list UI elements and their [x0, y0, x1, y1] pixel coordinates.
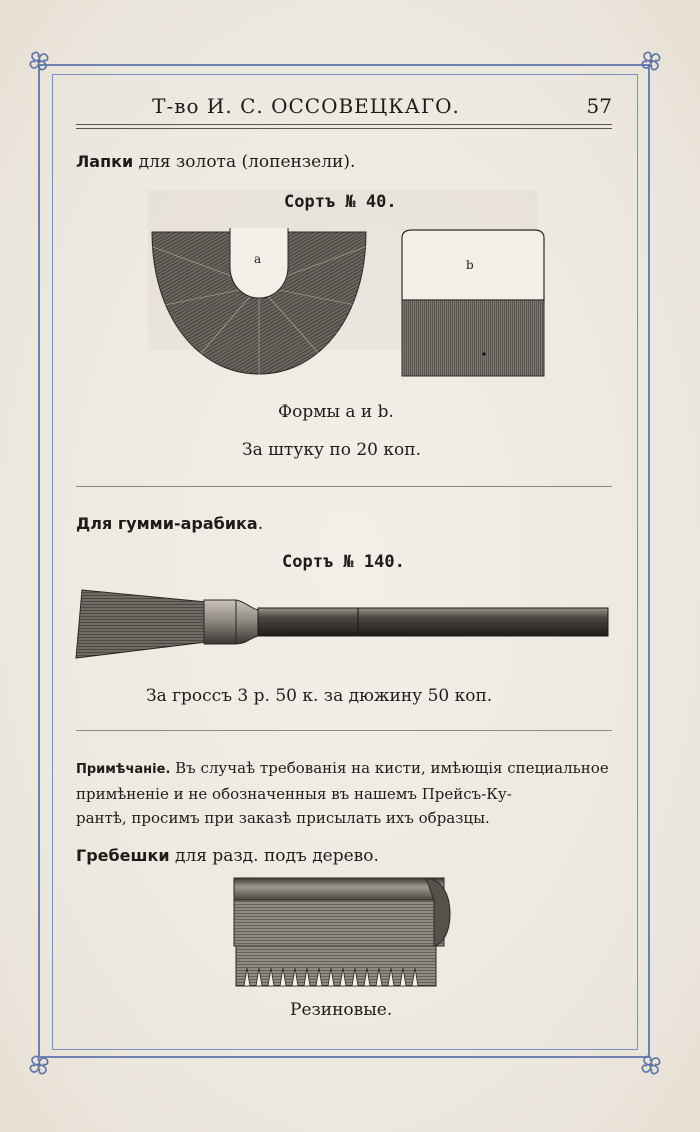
- fan-brush-illustration: [150, 226, 368, 376]
- note-line-2: примѣненіе и не обозначенныя въ нашемъ Прейсъ-Ку-: [76, 785, 512, 803]
- sort-number: Сортъ № 140.: [282, 552, 405, 572]
- corner-ornament-icon: [26, 1052, 52, 1078]
- rubber-caption: Резиновые.: [290, 1000, 393, 1020]
- header-rule: [76, 128, 612, 129]
- note-line-1: Въ случаѣ требованія на кисти, имѣющія специальное: [170, 759, 609, 777]
- running-header: [76, 92, 612, 126]
- rubber-comb-illustration: [230, 874, 452, 990]
- note-label: Примѣчаніе.: [76, 762, 171, 777]
- section-heading-combs: [76, 846, 379, 866]
- section-heading-bold: Лапки: [76, 152, 134, 171]
- header-rule: [76, 124, 612, 125]
- forms-caption: Формы а и b.: [278, 402, 394, 422]
- section-divider: [76, 486, 612, 487]
- corner-ornament-icon: [638, 48, 664, 74]
- price-caption: За штуку по 20 коп.: [242, 440, 421, 460]
- section-heading-gummi: [76, 514, 263, 534]
- header-title: Т-во И. С. ОССОВЕЦКАГО.: [152, 94, 460, 118]
- section-heading-rest: для золота (лопензели).: [133, 152, 356, 172]
- note-paragraph: [76, 756, 612, 830]
- corner-ornament-icon: [26, 48, 52, 74]
- section-heading-rest: для разд. подъ дерево.: [169, 846, 379, 866]
- flat-brush-illustration: [398, 228, 548, 380]
- gross-price-caption: За гроссъ 3 р. 50 к. за дюжину 50 коп.: [146, 686, 493, 706]
- page-number: 57: [586, 94, 612, 118]
- figure-label-b: b: [466, 258, 474, 272]
- sort-number: Сортъ № 40.: [284, 192, 397, 212]
- section-heading-lapki: [76, 152, 355, 172]
- section-divider: [76, 730, 612, 731]
- gum-arabic-brush-illustration: [74, 586, 610, 662]
- note-line-3: рантѣ, просимъ при заказѣ присылать ихъ образцы.: [76, 809, 490, 827]
- section-heading-rest: .: [257, 514, 264, 534]
- section-heading-bold: Гребешки: [76, 846, 170, 865]
- section-heading-bold: Для гумми-арабика: [76, 514, 258, 533]
- figure-label-a: a: [254, 252, 262, 266]
- corner-ornament-icon: [638, 1052, 664, 1078]
